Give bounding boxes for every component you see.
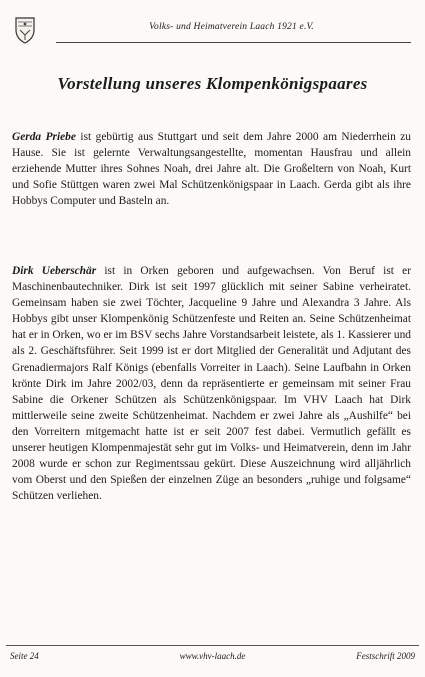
article-title: Vorstellung unseres Klompenkönigspaares [57, 74, 368, 93]
person-name: Gerda Priebe [12, 131, 76, 143]
coat-of-arms-icon [14, 16, 36, 44]
page-number: Seite 24 [10, 651, 39, 661]
paragraph-gerda-priebe [12, 129, 411, 209]
publication-name: Festschrift 2009 [356, 651, 415, 661]
paragraph-text: ist in Orken geboren und aufgewachsen. Von Beruf ist er Maschinenbautechniker. Dirk ist seit 1997 glücklich mit seiner Sabine verheiratet. Gemeinsam haben sie zwei Töchter, Jacqueline 9 Jahre und Alexandra 3 Jahre. Als Hobbys gibt unser Klompenkönig Schützenfeste und Reiten an. Seine Schützenheimat hat er in Orken, wo er im BSV sechs Jahre Vorstandsarbeit leistete, als 1. Kassierer und als 2. Geschäftsführer. Seit 1999 ist er dort Mitglied der Generalität und Adjutant des Grenadiermajors Ralf Königs (ebenfalls Vorreiter in Laach). Seine Laufbahn in Orken krönte Dirk im Jahre 2002/03, denn da repräsentierte er gemeinsam mit seiner Frau Sabine die Orkener Schützen als Schützenkönigspaar. Im VHV Laach hat Dirk mittlerweile seine zweite Schützenheimat. Nachdem er zwei Jahre als „Aushilfe“ bei den Vorreitern mitgemacht hatte ist er seit 2007 fest dabei. Vermutlich gefällt es unserer heutigen Klompenmajestät sehr gut im Volks- und Heimatverein, denn im Jahr 2008 wurde er schon zur Regimentssau gekürt. Diese Auszeichnung wird alljährlich vom Oberst und den Spießen der einzelnen Züge an besonders „ruhige und folgsame“ Schützen verliehen. [12, 265, 411, 503]
page-header [8, 14, 415, 48]
header-title: Volks- und Heimatverein Laach 1921 e.V. [149, 22, 314, 32]
footer-divider [6, 645, 419, 646]
website-link[interactable]: www.vhv-laach.de [179, 651, 246, 661]
person-name: Dirk Ueberschär [12, 265, 97, 277]
paragraph-dirk-ueberschaer [12, 263, 411, 504]
header-divider [56, 42, 411, 43]
page-footer [10, 651, 415, 665]
paragraph-text: ist gebürtig aus Stuttgart und seit dem Jahre 2000 am Niederrhein zu Hause. Sie ist gelernte Verwaltungsangestellte, momentan Hausfrau und allein erziehende Mutter ihres Sohnes Noah, drei Jahre alt. Die Großeltern von Noah, Kurt und Sofie Stüttgen waren zwei Mal Schützenkönigspaar in Laach. Gerda gibt als ihre Hobbys Computer und Basteln an. [12, 131, 411, 208]
